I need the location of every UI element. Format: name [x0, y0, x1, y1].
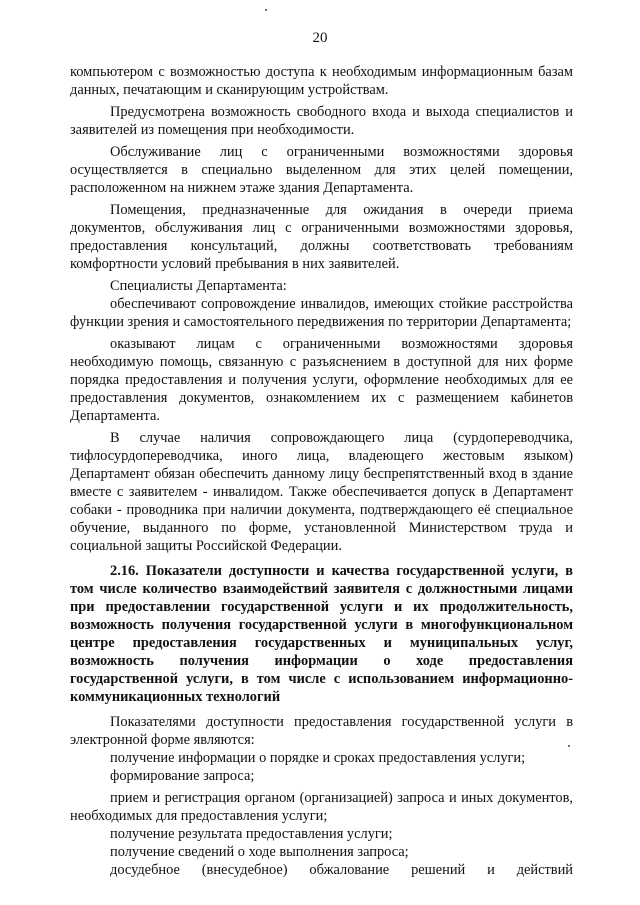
list-item: досудебное (внесудебное) обжалование решений и действий [110, 862, 573, 878]
section-heading: 2.16. Показатели доступности и качества государственной услуги, в том числе количество взаимодействий заявителя с должностными лицами при предоставлении государственной услуги и их продолжительность, возможность получения государственной услуги в многофункциональном центре предоставления государственных и муниципальных услуг, возможность получения информации о ходе предоставления государственной услуги, в том числе с использованием информационно-коммуникационных технологий [70, 563, 573, 705]
list-item: получение результата предоставления услуги; [110, 826, 393, 842]
list-item: получение информации о порядке и сроках предоставления услуги; [110, 750, 526, 766]
list-item: прием и регистрация органом (организацией) запроса и иных документов, необходимых для предоставления услуги; [70, 790, 573, 824]
paragraph: обеспечивают сопровождение инвалидов, имеющих стойкие расстройства функции зрения и самостоятельного передвижения по территории Департамента; [70, 296, 573, 330]
list-item: формирование запроса; [110, 768, 255, 784]
paragraph: компьютером с возможностью доступа к необходимым информационным базам данных, печатающим и сканирующим устройствам. [70, 64, 573, 98]
scan-speck [265, 9, 267, 11]
paragraph: В случае наличия сопровождающего лица (сурдопереводчика, тифлосурдопереводчика, иного лица, владеющего жестовым языком) Департамент обязан обеспечить данному лицу беспрепятственный вход в здание вместе с заявителем - инвалидом. Также обеспечивается допуск в Департамент собаки - проводника при наличии документа, подтверждающего её специальное обучение, выданного по форме, установленной Министерством труда и социальной защиты Российской Федерации. [70, 430, 573, 554]
list-item: получение сведений о ходе выполнения запроса; [110, 844, 409, 860]
paragraph: Показателями доступности предоставления государственной услуги в электронной форме являются: [70, 714, 573, 748]
paragraph: Помещения, предназначенные для ожидания в очереди приема документов, обслуживания лиц с ограниченными возможностями здоровья, предоставления консультаций, должны соответствовать требованиям комфортности условий пребывания в них заявителей. [70, 202, 573, 272]
page-number: 20 [312, 30, 328, 46]
paragraph: оказывают лицам с ограниченными возможностями здоровья необходимую помощь, связанную с разъяснением в доступной для них форме порядка предоставления и получения услуги, оформление необходимых для ее предоставления документов, ознакомлением их с размещением кабинетов Департамента. [70, 336, 573, 424]
paragraph: Предусмотрена возможность свободного входа и выхода специалистов и заявителей из помещения при необходимости. [70, 104, 573, 138]
document-body [70, 63, 573, 879]
paragraph: Специалисты Департамента: [110, 278, 287, 294]
paragraph: Обслуживание лиц с ограниченными возможностями здоровья осуществляется в специально выделенном для этих целей помещении, расположенном на нижнем этаже здания Департамента. [70, 144, 573, 196]
